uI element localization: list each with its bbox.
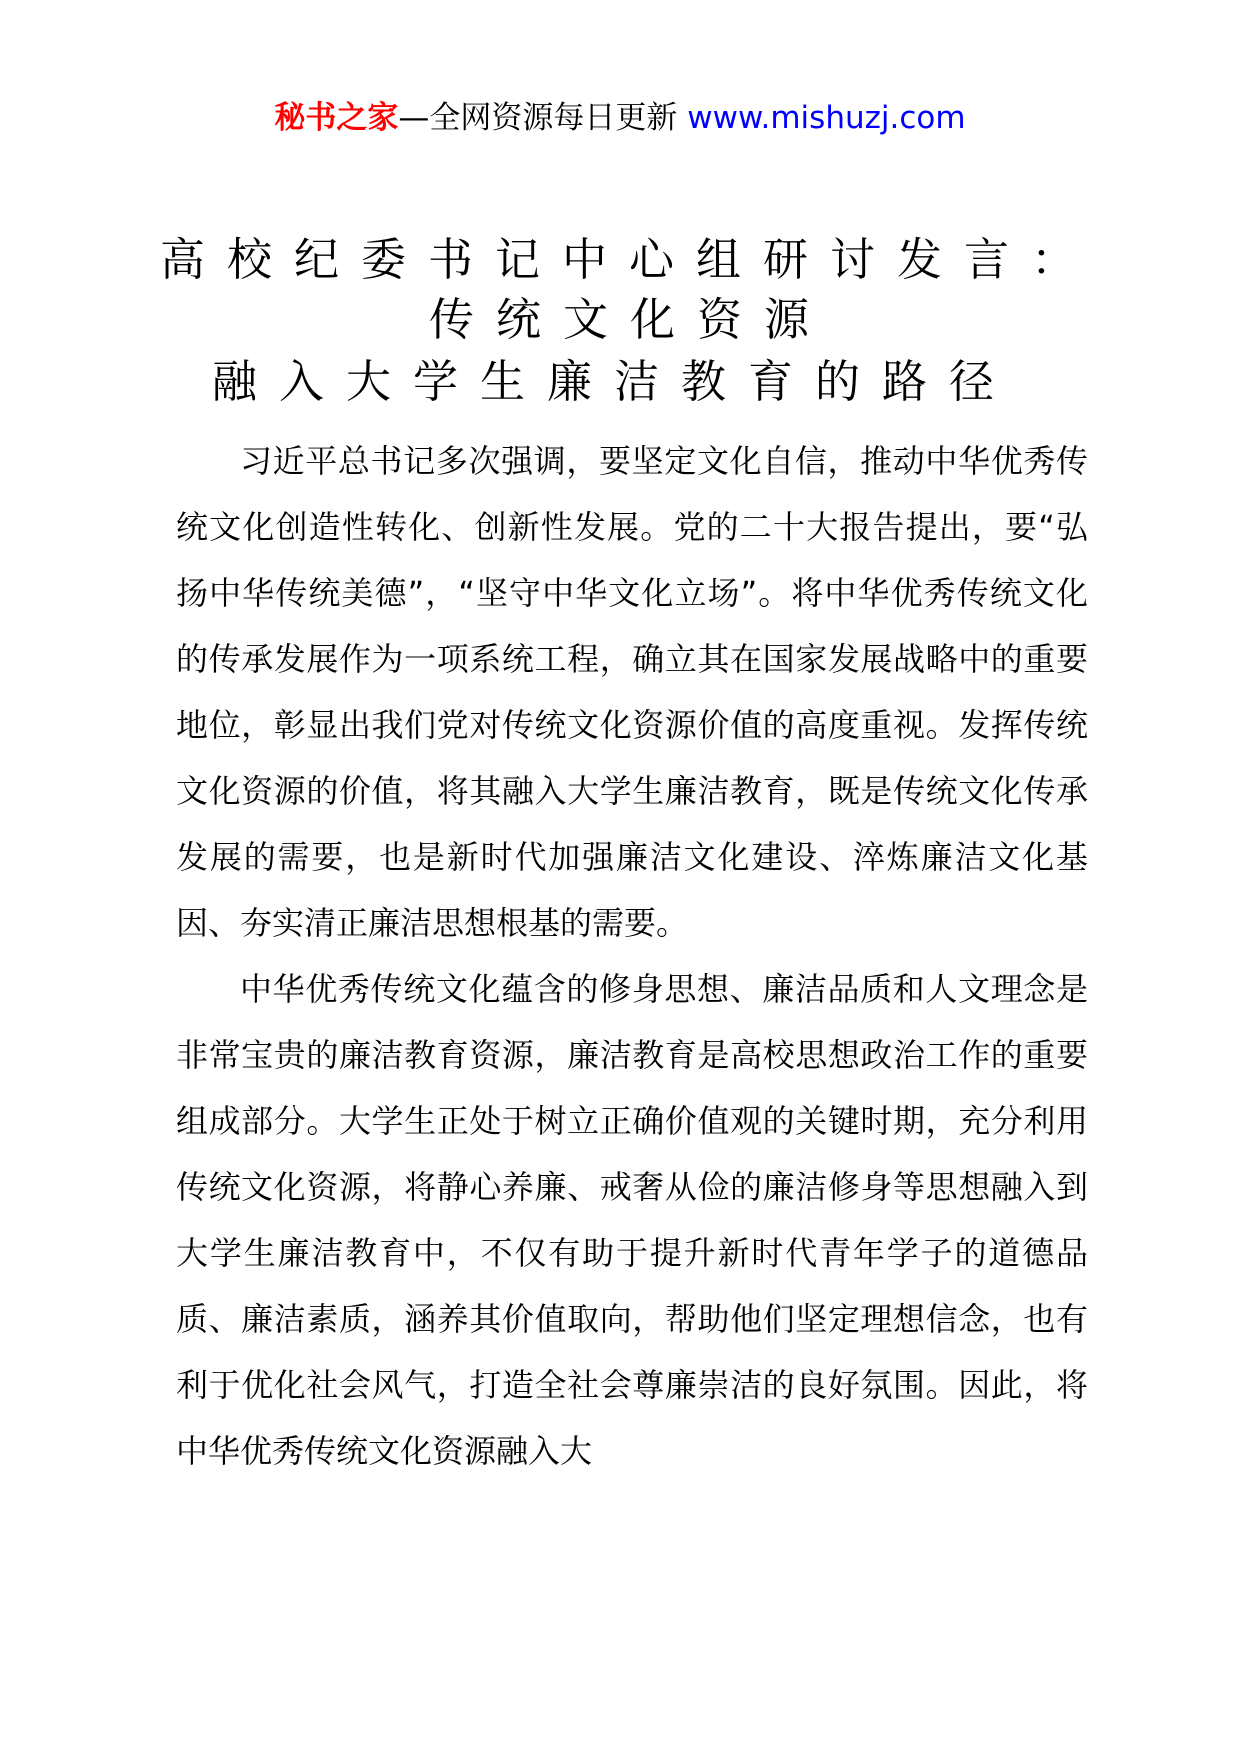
site-brand: 秘书之家 [274, 100, 399, 136]
document-body [176, 428, 1088, 1484]
document-title-line-3: 融入大学生廉洁教育的路径 [212, 355, 1017, 408]
document-title-line-2: 传统文化资源 [428, 293, 831, 346]
body-paragraph: 中华优秀传统文化蕴含的修身思想、廉洁品质和人文理念是非常宝贵的廉洁教育资源，廉洁教育是高校思想政治工作的重要组成部分。大学生正处于树立正确价值观的关键时期，充分利用传统文化资源，将静心养廉、戒奢从俭的廉洁修身等思想融入到大学生廉洁教育中，不仅有助于提升新时代青年学子的道德品质、廉洁素质，涵养其价值取向，帮助他们坚定理想信念，也有利于优化社会风气，打造全社会尊廉崇洁的良好氛围。因此，将中华优秀传统文化资源融入大 [176, 970, 1088, 1470]
site-url-link[interactable]: www.mishuzj.com [687, 100, 966, 136]
site-tagline: —全网资源每日更新 [398, 100, 678, 136]
document-title-line-1: 高校纪委书记中心组研讨发言： [160, 233, 1099, 286]
body-paragraph: 习近平总书记多次强调，要坚定文化自信，推动中华优秀传统文化创造性转化、创新性发展。党的二十大报告提出，要“弘扬中华传统美德”，“坚守中华文化立场”。将中华优秀传统文化的传承发展作为一项系统工程，确立其在国家发展战略中的重要地位，彰显出我们党对传统文化资源价值的高度重视。发挥传统文化资源的价值，将其融入大学生廉洁教育，既是传统文化传承发展的需要，也是新时代加强廉洁文化建设、淬炼廉洁文化基因、夯实清正廉洁思想根基的需要。 [176, 442, 1088, 942]
site-header [0, 98, 1240, 138]
